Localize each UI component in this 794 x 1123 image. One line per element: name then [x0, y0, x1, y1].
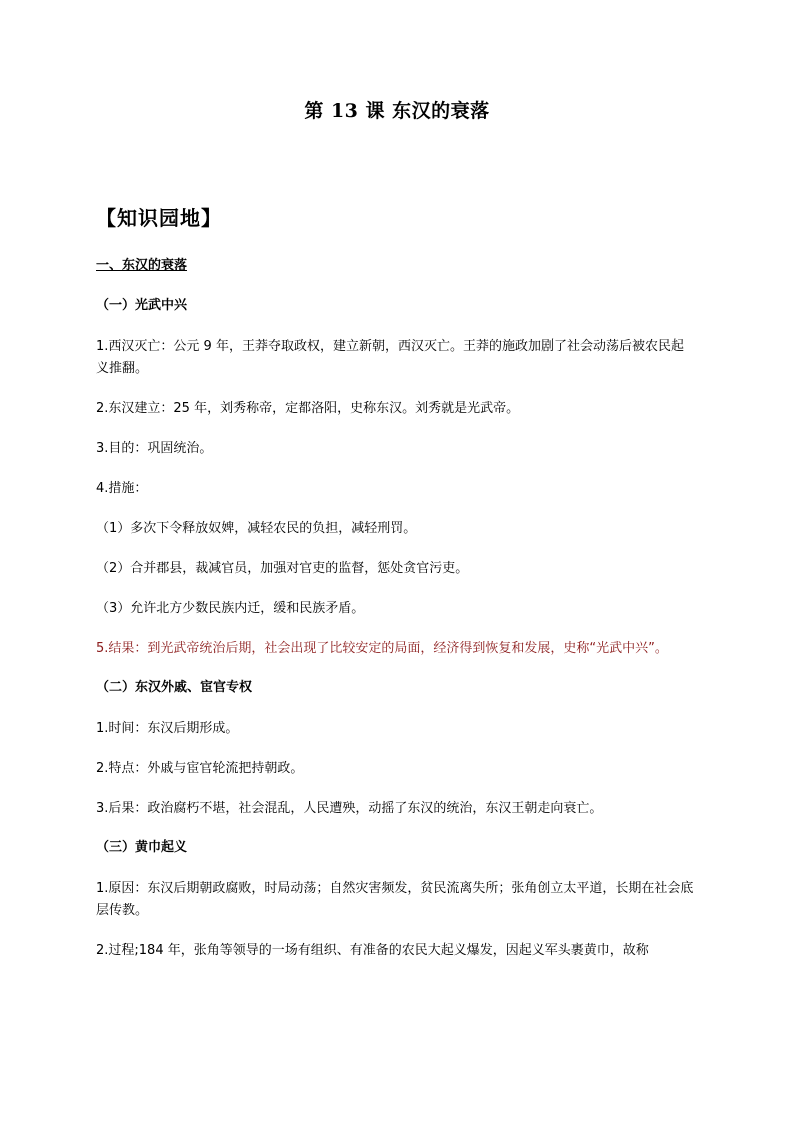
paragraph: （1）多次下令释放奴婢，减轻农民的负担，减轻刑罚。 — [96, 521, 417, 536]
subsection-title-1: （一）光武中兴 — [96, 298, 188, 313]
paragraph: 4.措施： — [96, 481, 148, 496]
paragraph: 1.西汉灭亡：公元 9 年，王莽夺取政权，建立新朝，西汉灭亡。王莽的施政加剧了社会动荡后被农民起义推翻。 — [96, 339, 684, 376]
subsection-title-3: （三）黄巾起义 — [96, 840, 188, 855]
paragraph: 1.原因：东汉后期朝政腐败，时局动荡；自然灾害频发，贫民流离失所；张角创立太平道，长期在社会底层传教。 — [96, 881, 694, 918]
paragraph: 2.特点：外戚与宦官轮流把持朝政。 — [96, 761, 304, 776]
knowledge-heading: 【知识园地】 — [96, 206, 222, 230]
page-title: 第 13 课 东汉的衰落 — [304, 100, 490, 122]
section-title: 一、东汉的衰落 — [96, 258, 188, 273]
document-body — [96, 256, 696, 980]
paragraph: 2.过程;184 年，张角等领导的一场有组织、有准备的农民大起义爆发，因起义军头裹黄巾，故称 — [96, 943, 649, 958]
paragraph: 3.目的：巩固统治。 — [96, 441, 213, 456]
paragraph: （3）允许北方少数民族内迁，缓和民族矛盾。 — [96, 601, 365, 616]
subsection-title-2: （二）东汉外戚、宦官专权 — [96, 680, 253, 695]
paragraph: 1.时间：东汉后期形成。 — [96, 721, 239, 736]
result-label: 5.结果： — [96, 641, 148, 656]
paragraph: 3.后果：政治腐朽不堪，社会混乱，人民遭殃，动摇了东汉的统治，东汉王朝走向衰亡。 — [96, 801, 603, 816]
paragraph: （2）合并郡县，裁减官员，加强对官吏的监督，惩处贪官污吏。 — [96, 561, 469, 576]
result-paragraph — [96, 638, 696, 660]
result-text: 到光武帝统治后期，社会出现了比较安定的局面，经济得到恢复和发展，史称“光武中兴”。 — [147, 641, 668, 656]
paragraph: 2.东汉建立：25 年，刘秀称帝，定都洛阳，史称东汉。刘秀就是光武帝。 — [96, 401, 520, 416]
